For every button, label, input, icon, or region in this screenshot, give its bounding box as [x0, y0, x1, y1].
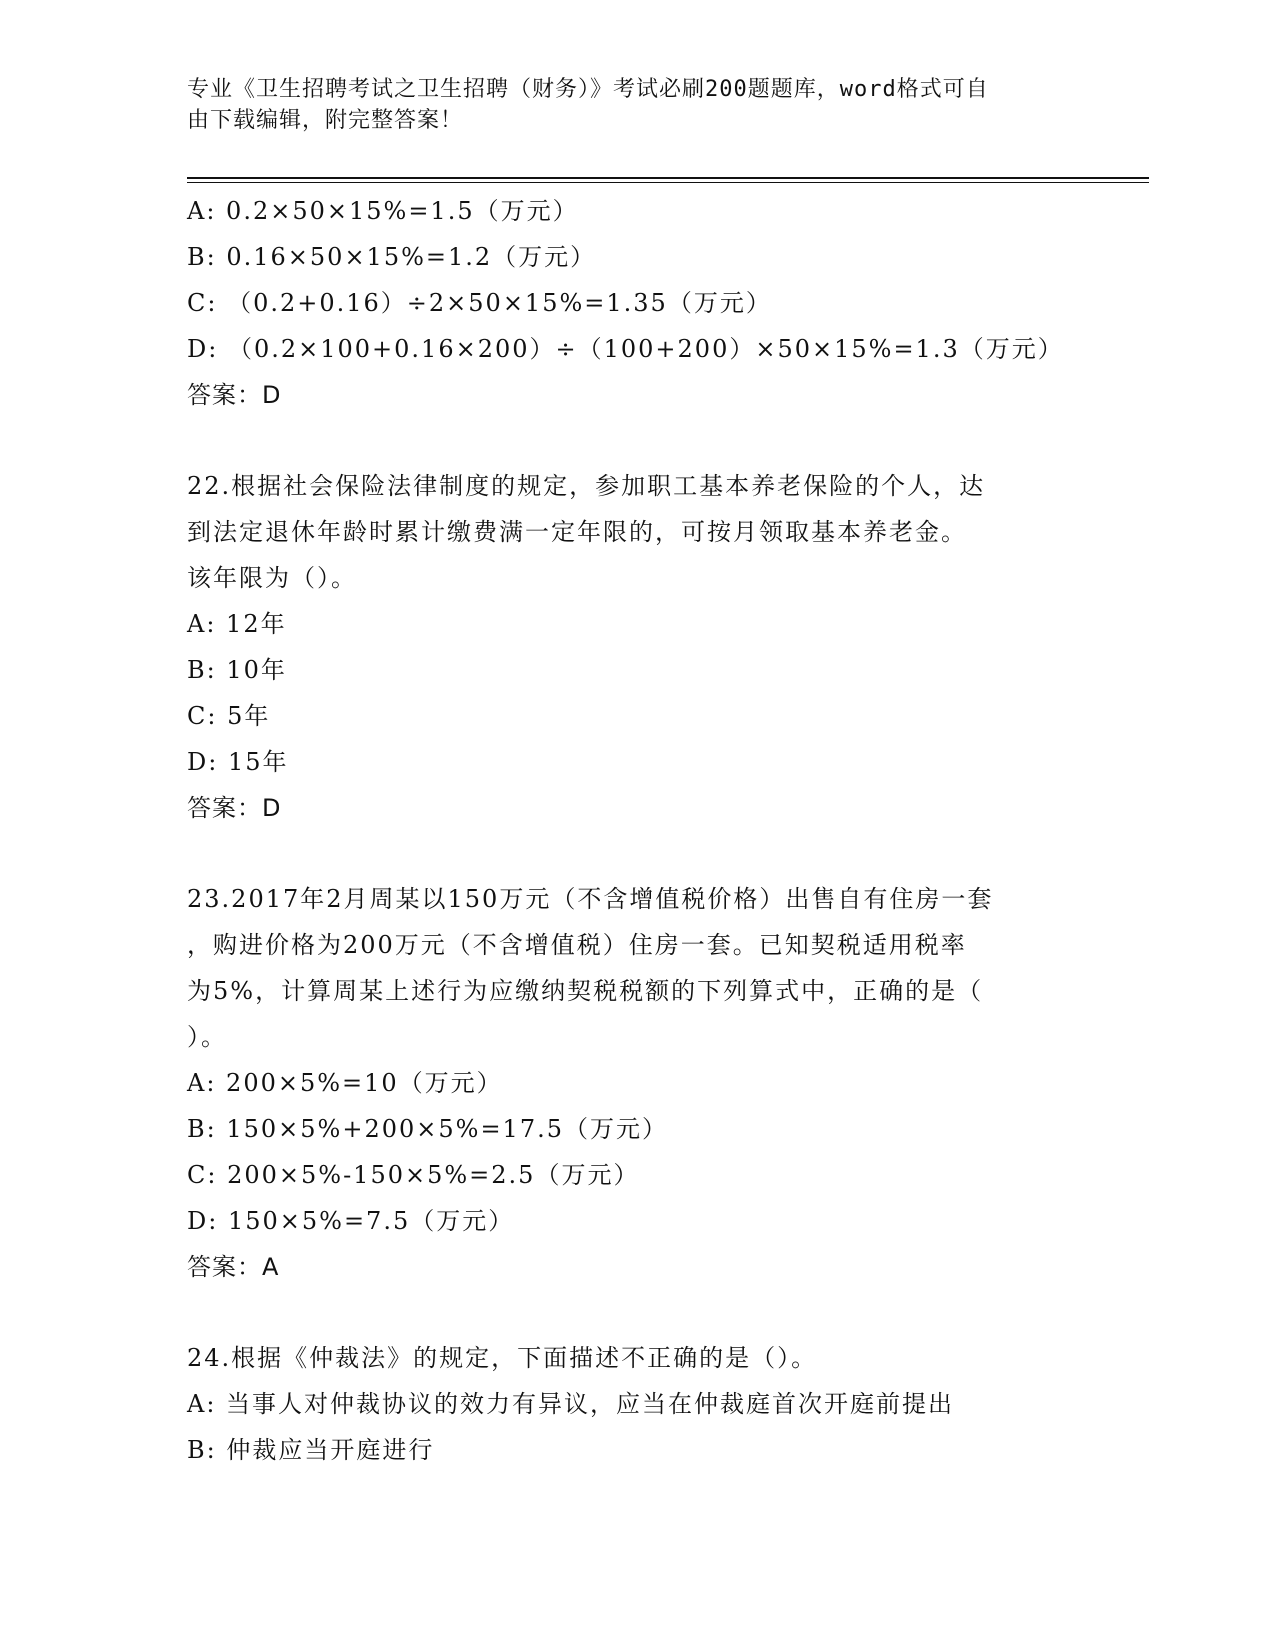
question-stem-line: 22.根据社会保险法律制度的规定，参加职工基本养老保险的个人，达: [187, 472, 986, 500]
option-d: D: 150×5%=7.5（万元）: [187, 1207, 515, 1235]
question-stem-line: 为5%，计算周某上述行为应缴纳契税税额的下列算式中，正确的是（: [187, 977, 984, 1005]
answer: 答案：A: [187, 1253, 280, 1281]
option-b: B: 150×5%+200×5%=17.5（万元）: [187, 1115, 668, 1143]
question-stem-line: ，购进价格为200万元（不含增值税）住房一套。已知契税适用税率: [187, 931, 967, 959]
header-line-1: 专业《卫生招聘考试之卫生招聘（财务）》考试必刷200题题库，word格式可自: [187, 77, 989, 102]
option-b: B: 仲裁应当开庭进行: [187, 1436, 435, 1464]
header-line-2: 由下载编辑，附完整答案！: [187, 108, 464, 133]
option-d: D: 15年: [187, 748, 289, 776]
spacer: [187, 1290, 1087, 1335]
spacer: [187, 831, 1087, 876]
question-21-tail: [187, 188, 1087, 418]
spacer: [187, 418, 1087, 463]
header-rule-thick: [187, 177, 1149, 179]
option-c: C: （0.2+0.16）÷2×50×15%=1.35（万元）: [187, 289, 772, 317]
option-b: B: 0.16×50×15%=1.2（万元）: [187, 243, 597, 271]
question-stem-line: 23.2017年2月周某以150万元（不含增值税价格）出售自有住房一套: [187, 885, 994, 913]
document-body: [187, 188, 1087, 1473]
question-24: [187, 1335, 1087, 1473]
option-c: C: 200×5%-150×5%=2.5（万元）: [187, 1161, 640, 1189]
option-a: A: 当事人对仲裁协议的效力有异议，应当在仲裁庭首次开庭前提出: [187, 1390, 955, 1418]
answer: 答案：D: [187, 794, 282, 822]
question-22: [187, 463, 1087, 831]
header-rule-thin: [187, 182, 1149, 183]
option-b: B: 10年: [187, 656, 287, 684]
question-stem-line: 24.根据《仲裁法》的规定，下面描述不正确的是（）。: [187, 1344, 818, 1372]
option-c: C: 5年: [187, 702, 271, 730]
option-a: A: 200×5%=10（万元）: [187, 1069, 503, 1097]
option-a: A: 12年: [187, 610, 287, 638]
option-d: D: （0.2×100+0.16×200）÷（100+200）×50×15%=1.3（万元）: [187, 335, 1064, 363]
question-stem-line: 该年限为（）。: [187, 564, 357, 592]
answer: 答案：D: [187, 381, 282, 409]
question-stem-line: 到法定退休年龄时累计缴费满一定年限的，可按月领取基本养老金。: [187, 518, 967, 546]
option-a: A: 0.2×50×15%=1.5（万元）: [187, 197, 579, 225]
question-23: [187, 876, 1087, 1290]
question-stem-line: ）。: [187, 1023, 227, 1051]
document-header: [187, 74, 1087, 136]
